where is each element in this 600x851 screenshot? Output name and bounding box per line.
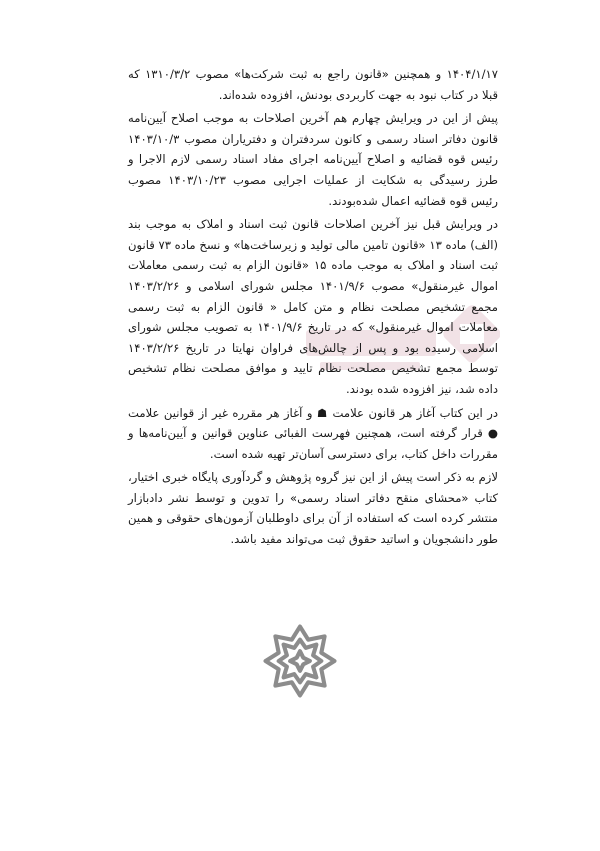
- paragraph-previous-edition: در ویرایش قبل نیز آخرین اصلاحات قانون ثبت اسناد و املاک به موجب بند (الف) ماده ۱۳ «قانون تامین مالی تولید و زیرساخت‌ها» و نسخ ماده ۷۳ قانون ثبت اسناد و املاک به موجب ماده ۱۵ «قانون الزام به ثبت رسمی معاملات اموال غیرمنقول» مصوب ۱۴۰۱/۹/۶ مجلس شورای اسلامی و ۱۴۰۳/۲/۲۶ مجمع تشخیص مصلحت نظام و متن کامل « قانون الزام به ثبت رسمی معاملات اموال غیرمنقول» که در تاریخ ۱۴۰۱/۹/۶ به تصویب مجلس شورای اسلامی رسیده بود و پس از چالش‌های فراوان نهایتا در تاریخ ۱۴۰۳/۲/۲۶ توسط مجمع تشخیص مصلحت نظام تایید و موافق مصلحت نظام تشخیص داده شد، نیز افزوده شده بودند.: [128, 217, 498, 396]
- paragraph-symbols-guide: در این کتاب آغاز هر قانون علامت ☗ و آغاز هر مقرره غیر از قوانین علامت ● قرار گرفته است، همچنین فهرست الفبائی عناوین قوانین و آیین‌نامه‌ها و مقررات داخل کتاب، برای دسترسی آسان‌تر تهیه شده است.: [128, 405, 498, 461]
- paragraph-fourth-edition: پیش از این در ویرایش چهارم هم آخرین اصلاحات به موجب اصلاح آیین‌نامه قانون دفاتر اسناد رسمی و کانون سردفتران و دفتریاران مصوب ۱۴۰۳/۱۰/۳ رئیس قوه قضائیه و اصلاح آیین‌نامه اجرای مفاد اسناد رسمی لازم الاجرا و طرز رسیدگی به شکایت از عملیات اجرایی مصوب ۱۴۰۳/۱۰/۲۳ مصوب رئیس قوه قضائیه اعمال شده‌بودند.: [128, 111, 499, 208]
- paragraph-intro-continuation: ۱۴۰۴/۱/۱۷ و همچنین «قانون راجع به ثبت شرکت‌ها» مصوب ۱۳۱۰/۳/۲ که قبلا در کتاب نبود به جهت کاربردی بودنش، افزوده شده‌اند.: [128, 67, 498, 102]
- paragraph-related-book: لازم به ذکر است پیش از این نیز گروه پژوهش و گردآوری پایگاه خبری اختیار، کتاب «محشای منقح دفاتر اسناد رسمی» را تدوین و توسط نشر دادبازار منتشر کرده است که استفاده از آن برای داوطلبان آزمون‌های حقوقی و همین طور دانشجویان و اساتید حقوق ثبت می‌تواند مفید باشد.: [128, 470, 498, 547]
- eight-point-star-ornament-icon: [259, 620, 341, 702]
- body-text: [128, 64, 498, 553]
